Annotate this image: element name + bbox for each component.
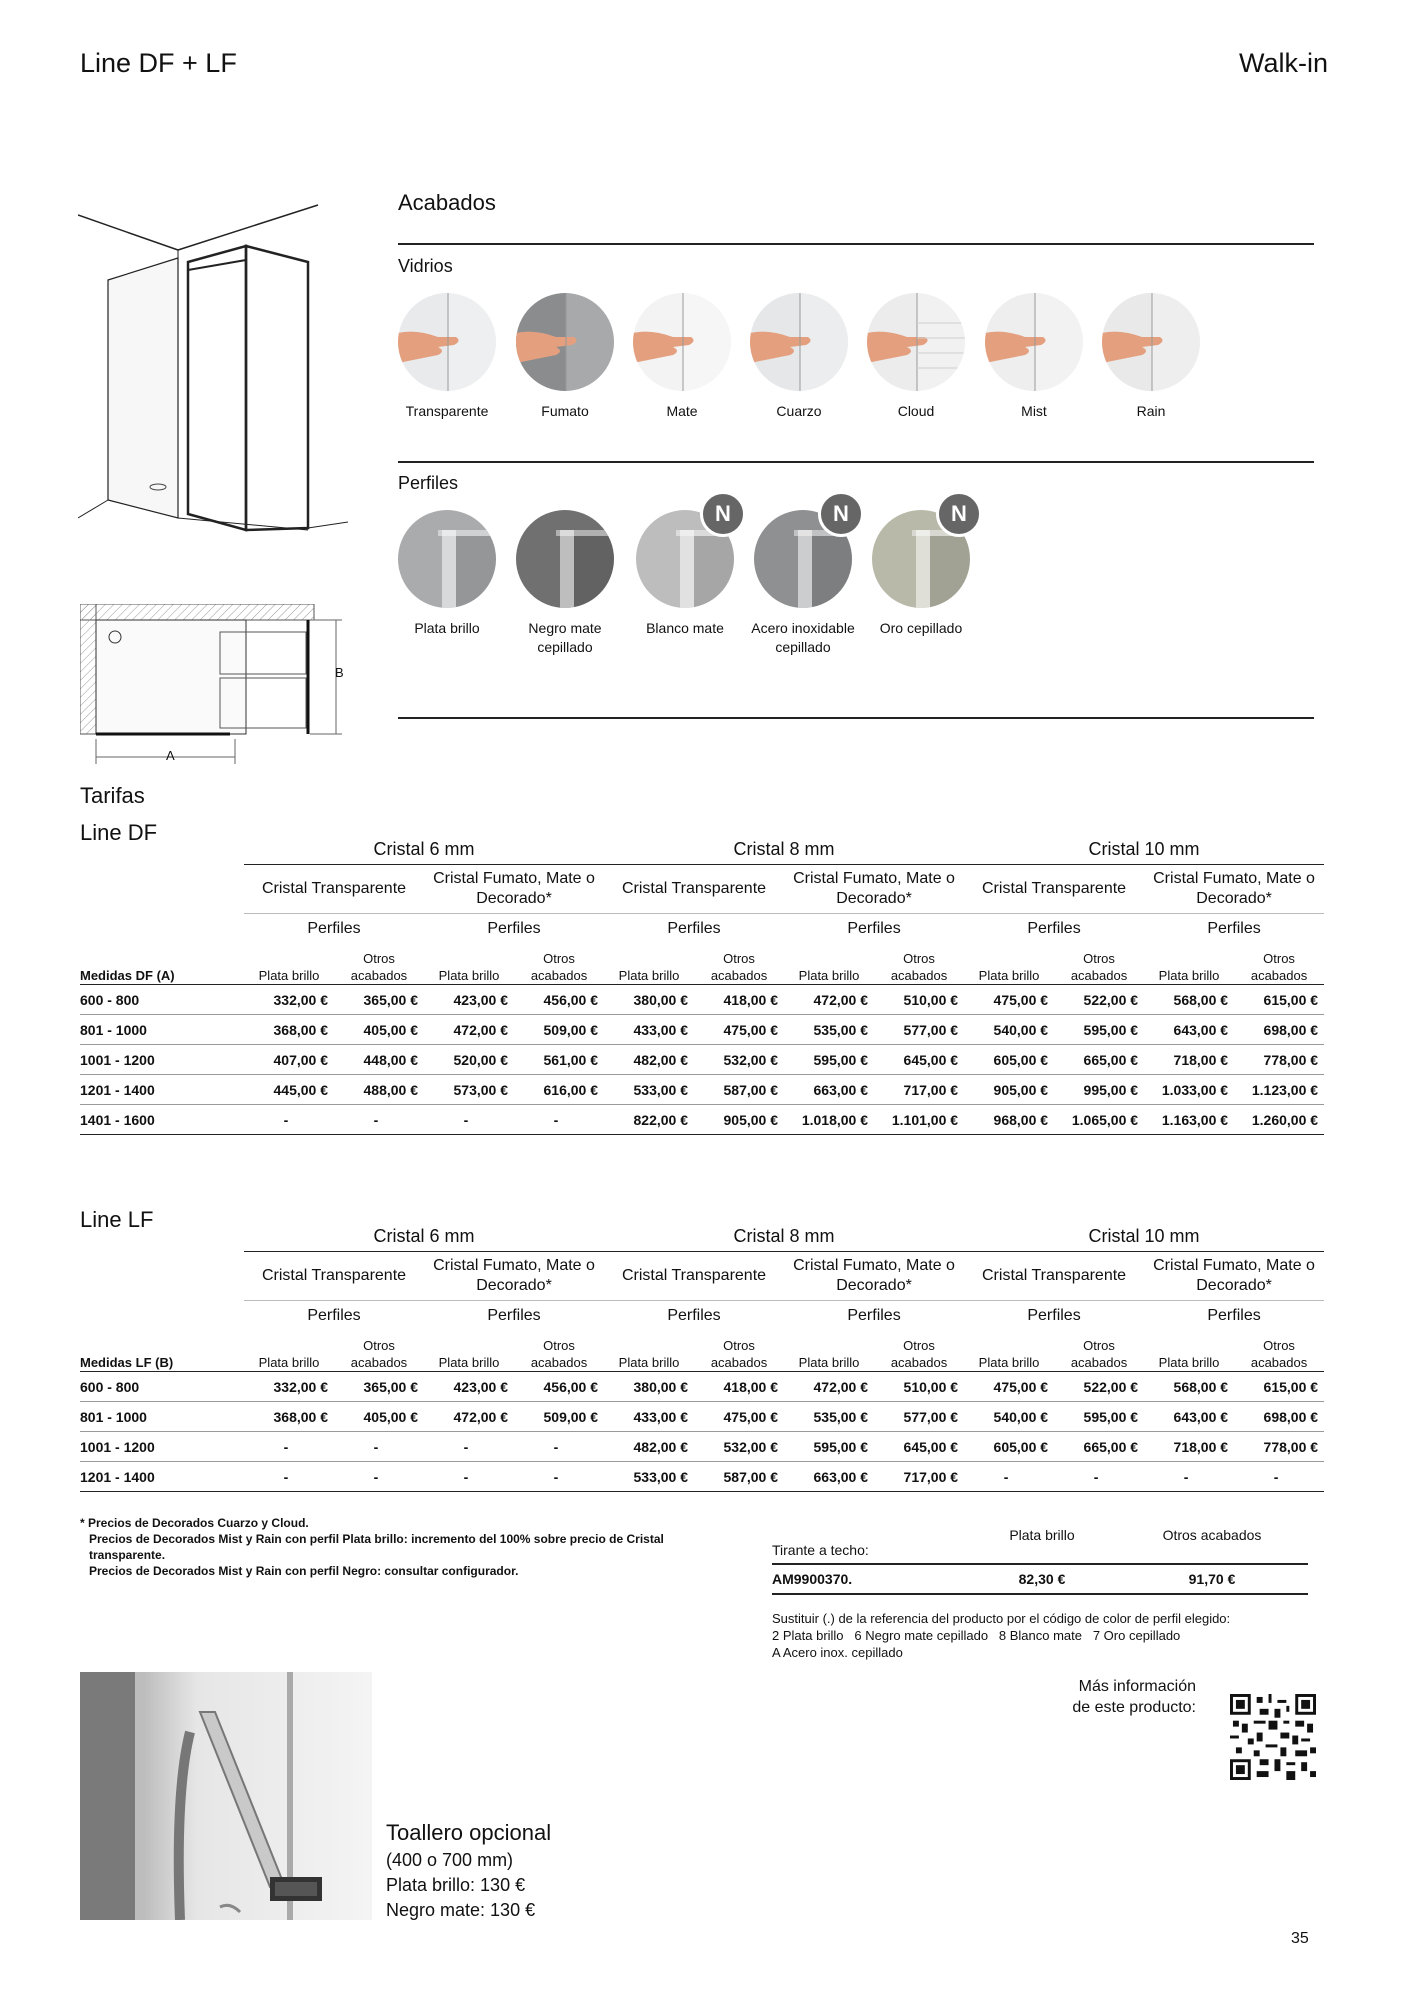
price-cell: 605,00 € xyxy=(964,1045,1054,1075)
towel-price-negro: Negro mate: 130 € xyxy=(386,1900,536,1920)
price-cell: 595,00 € xyxy=(1054,1015,1144,1045)
price-cell: 665,00 € xyxy=(1054,1045,1144,1075)
price-cell: 482,00 € xyxy=(604,1432,694,1462)
divider xyxy=(398,461,1314,463)
price-cell: - xyxy=(424,1105,514,1135)
finish-header: Otros acabados xyxy=(1054,944,1144,985)
divider xyxy=(398,717,1314,719)
table-row xyxy=(80,1015,1324,1045)
glass-swatch-fumato xyxy=(516,293,614,391)
price-cell: 1.123,00 € xyxy=(1234,1075,1324,1105)
glass-swatch-cuarzo xyxy=(750,293,848,391)
price-cell: 643,00 € xyxy=(1144,1402,1234,1432)
table-row xyxy=(80,1075,1324,1105)
tirante-price-plata: 82,30 € xyxy=(1018,1571,1066,1587)
profile-swatch-label: Oro cepillado xyxy=(879,620,963,636)
glass-swatch-label: Mate xyxy=(666,403,698,419)
dimension-a-label: A xyxy=(166,748,175,763)
price-cell: 645,00 € xyxy=(874,1045,964,1075)
glass-swatch-label: Rain xyxy=(1136,403,1166,419)
color-code-line-1: Sustituir (.) de la referencia del producto por el código de color de perfil elegido: xyxy=(772,1611,1231,1626)
price-cell: 418,00 € xyxy=(694,1372,784,1402)
price-cell: 1.101,00 € xyxy=(874,1105,964,1135)
table-row xyxy=(80,1402,1324,1432)
price-cell: 717,00 € xyxy=(874,1462,964,1492)
price-cell: 433,00 € xyxy=(604,1402,694,1432)
section-title: Walk-in xyxy=(1238,48,1328,78)
price-cell: 595,00 € xyxy=(784,1432,874,1462)
profile-swatch-2 xyxy=(516,510,614,608)
price-cell: 488,00 € xyxy=(334,1075,424,1105)
towel-price-plata: Plata brillo: 130 € xyxy=(386,1875,526,1895)
finish-header: Plata brillo xyxy=(1144,944,1234,985)
color-code-note xyxy=(772,1610,1230,1661)
price-cell: 577,00 € xyxy=(874,1402,964,1432)
group-header: Cristal 10 mm xyxy=(964,834,1324,865)
glass-swatch-rain xyxy=(1102,293,1200,391)
finish-header: Otros acabados xyxy=(334,1331,424,1372)
divider xyxy=(772,1563,1308,1565)
price-cell: 405,00 € xyxy=(334,1015,424,1045)
price-cell: 418,00 € xyxy=(694,985,784,1015)
towel-title: Toallero opcional xyxy=(386,1820,552,1845)
price-cell: 380,00 € xyxy=(604,985,694,1015)
glass-swatch-mist xyxy=(985,293,1083,391)
price-cell: - xyxy=(244,1105,334,1135)
finish-header: Otros acabados xyxy=(514,1331,604,1372)
page-title: Line DF + LF xyxy=(80,48,237,78)
price-cell: 595,00 € xyxy=(1054,1402,1144,1432)
measure-header: Medidas LF (B) xyxy=(80,1331,244,1372)
finish-header: Plata brillo xyxy=(964,944,1054,985)
price-cell: - xyxy=(334,1105,424,1135)
profiles-header: Perfiles xyxy=(487,920,541,937)
price-cell: 778,00 € xyxy=(1234,1432,1324,1462)
profiles-header: Perfiles xyxy=(847,920,901,937)
price-cell: - xyxy=(514,1432,604,1462)
glass-swatch-transparente xyxy=(398,293,496,391)
towel-bar-photo xyxy=(80,1672,372,1920)
profiles-header: Perfiles xyxy=(307,1307,361,1324)
finish-header: Otros acabados xyxy=(514,944,604,985)
color-code-line-3: A Acero inox. cepillado xyxy=(772,1645,903,1660)
price-cell: 995,00 € xyxy=(1054,1075,1144,1105)
price-cell: 822,00 € xyxy=(604,1105,694,1135)
finish-header: Plata brillo xyxy=(424,944,514,985)
glass-type-header: Cristal Transparente xyxy=(964,865,1144,914)
price-cell: 1.033,00 € xyxy=(1144,1075,1234,1105)
finish-header: Plata brillo xyxy=(784,1331,874,1372)
glass-title: Vidrios xyxy=(398,256,453,276)
price-cell: 532,00 € xyxy=(694,1045,784,1075)
measure-cell: 1201 - 1400 xyxy=(80,1462,244,1492)
finish-header: Plata brillo xyxy=(244,944,334,985)
finish-header: Plata brillo xyxy=(964,1331,1054,1372)
price-cell: 533,00 € xyxy=(604,1462,694,1492)
price-cell: 482,00 € xyxy=(604,1045,694,1075)
glass-type-header: Cristal Transparente xyxy=(964,1252,1144,1301)
price-cell: 587,00 € xyxy=(694,1462,784,1492)
price-cell: 532,00 € xyxy=(694,1432,784,1462)
price-cell: 522,00 € xyxy=(1054,985,1144,1015)
price-cell: 615,00 € xyxy=(1234,985,1324,1015)
price-cell: 475,00 € xyxy=(964,1372,1054,1402)
table-row xyxy=(80,1462,1324,1492)
price-cell: 616,00 € xyxy=(514,1075,604,1105)
price-cell: 568,00 € xyxy=(1144,985,1234,1015)
profiles-header: Perfiles xyxy=(1027,920,1081,937)
measure-cell: 1201 - 1400 xyxy=(80,1075,244,1105)
finish-header: Plata brillo xyxy=(604,1331,694,1372)
price-cell: 509,00 € xyxy=(514,1402,604,1432)
profile-swatch-label: Blanco mate xyxy=(646,620,724,636)
glass-type-header: Cristal Transparente xyxy=(244,865,424,914)
price-cell: 475,00 € xyxy=(694,1015,784,1045)
price-cell: - xyxy=(334,1432,424,1462)
table-row xyxy=(80,1432,1324,1462)
price-cell: 718,00 € xyxy=(1144,1045,1234,1075)
glass-swatch-label: Mist xyxy=(1021,403,1047,419)
profiles-header: Perfiles xyxy=(1207,920,1261,937)
group-header: Cristal 8 mm xyxy=(604,834,964,865)
price-cell: 561,00 € xyxy=(514,1045,604,1075)
finish-header: Plata brillo xyxy=(1144,1331,1234,1372)
glass-type-header: Cristal Fumato, Mate o Decorado* xyxy=(424,1252,604,1301)
more-info-line-1: Más información xyxy=(1078,1678,1196,1695)
glass-type-header: Cristal Fumato, Mate o Decorado* xyxy=(424,865,604,914)
table-row xyxy=(80,1372,1324,1402)
price-cell: 407,00 € xyxy=(244,1045,334,1075)
price-cell: 365,00 € xyxy=(334,985,424,1015)
measure-header: Medidas DF (A) xyxy=(80,944,244,985)
tirante-price-otros: 91,70 € xyxy=(1188,1571,1236,1587)
price-cell: - xyxy=(1144,1462,1234,1492)
price-cell: - xyxy=(514,1105,604,1135)
towel-size: (400 o 700 mm) xyxy=(386,1850,514,1870)
price-cell: 368,00 € xyxy=(244,1015,334,1045)
profiles-header: Perfiles xyxy=(847,1307,901,1324)
price-cell: 698,00 € xyxy=(1234,1402,1324,1432)
shower-perspective-drawing xyxy=(78,200,356,545)
price-table-lf xyxy=(80,1221,1324,1492)
profiles-header: Perfiles xyxy=(307,920,361,937)
price-cell: 1.260,00 € xyxy=(1234,1105,1324,1135)
glass-type-header: Cristal Transparente xyxy=(244,1252,424,1301)
page-number: 35 xyxy=(1291,1930,1309,1947)
price-cell: 605,00 € xyxy=(964,1432,1054,1462)
profiles-header: Perfiles xyxy=(487,1307,541,1324)
price-cell: 445,00 € xyxy=(244,1075,334,1105)
profiles-title: Perfiles xyxy=(398,473,459,493)
price-cell: 510,00 € xyxy=(874,1372,964,1402)
price-cell: 423,00 € xyxy=(424,1372,514,1402)
profile-swatch-label: Negro mate cepillado xyxy=(528,620,602,655)
profile-swatch-1 xyxy=(398,510,496,608)
profile-swatch-label: Acero inoxidable cepillado xyxy=(751,620,855,655)
tirante-label: Tirante a techo: xyxy=(772,1542,869,1558)
price-cell: - xyxy=(424,1432,514,1462)
price-cell: 615,00 € xyxy=(1234,1372,1324,1402)
price-cell: 905,00 € xyxy=(694,1105,784,1135)
price-cell: 1.163,00 € xyxy=(1144,1105,1234,1135)
price-cell: - xyxy=(244,1432,334,1462)
finish-header: Plata brillo xyxy=(604,944,694,985)
glass-swatch-label: Cloud xyxy=(897,403,935,419)
price-cell: 332,00 € xyxy=(244,1372,334,1402)
finish-header: Otros acabados xyxy=(874,944,964,985)
footnote-1: * Precios de Decorados Cuarzo y Cloud. xyxy=(80,1516,309,1530)
price-cell: 968,00 € xyxy=(964,1105,1054,1135)
price-cell: 472,00 € xyxy=(424,1402,514,1432)
price-cell: 475,00 € xyxy=(964,985,1054,1015)
new-badge: N xyxy=(700,491,746,537)
measure-cell: 600 - 800 xyxy=(80,985,244,1015)
finish-header: Plata brillo xyxy=(784,944,874,985)
color-code-line-2: 2 Plata brillo 6 Negro mate cepillado 8 Blanco mate 7 Oro cepillado xyxy=(772,1628,1181,1643)
price-cell: 472,00 € xyxy=(424,1015,514,1045)
price-cell: 448,00 € xyxy=(334,1045,424,1075)
new-badge: N xyxy=(936,491,982,537)
footnote-2: Precios de Decorados Mist y Rain con perfil Plata brillo: incremento del 100% sobre precio de Cristal transparente. xyxy=(89,1532,664,1562)
glass-swatch-cloud xyxy=(867,293,965,391)
line-df-title: Line DF xyxy=(80,820,158,845)
glass-swatch-label: Transparente xyxy=(405,403,489,419)
finish-header: Otros acabados xyxy=(694,1331,784,1372)
price-cell: - xyxy=(334,1462,424,1492)
price-cell: 520,00 € xyxy=(424,1045,514,1075)
divider xyxy=(772,1593,1308,1595)
price-cell: 643,00 € xyxy=(1144,1015,1234,1045)
glass-swatch-label: Fumato xyxy=(541,403,589,419)
price-cell: - xyxy=(1054,1462,1144,1492)
price-cell: 778,00 € xyxy=(1234,1045,1324,1075)
divider xyxy=(398,243,1314,245)
table-row xyxy=(80,985,1324,1015)
footnote-3: Precios de Decorados Mist y Rain con perfil Negro: consultar configurador. xyxy=(89,1564,519,1578)
price-cell: 587,00 € xyxy=(694,1075,784,1105)
price-cell: 540,00 € xyxy=(964,1015,1054,1045)
price-cell: 380,00 € xyxy=(604,1372,694,1402)
tarifas-title: Tarifas xyxy=(80,783,145,808)
price-cell: 332,00 € xyxy=(244,985,334,1015)
price-table-df xyxy=(80,834,1324,1135)
price-cell: - xyxy=(424,1462,514,1492)
tirante-col-otros: Otros acabados xyxy=(1162,1527,1262,1543)
measure-cell: 1001 - 1200 xyxy=(80,1045,244,1075)
glass-type-header: Cristal Transparente xyxy=(604,1252,784,1301)
glass-swatch-label: Cuarzo xyxy=(776,403,822,419)
group-header: Cristal 10 mm xyxy=(964,1221,1324,1252)
dimension-b-label: B xyxy=(335,665,344,680)
more-info xyxy=(1040,1676,1196,1718)
profiles-header: Perfiles xyxy=(1027,1307,1081,1324)
price-cell: 573,00 € xyxy=(424,1075,514,1105)
price-cell: 535,00 € xyxy=(784,1015,874,1045)
finish-header: Otros acabados xyxy=(1054,1331,1144,1372)
price-cell: - xyxy=(514,1462,604,1492)
price-cell: 905,00 € xyxy=(964,1075,1054,1105)
table-row xyxy=(80,1105,1324,1135)
price-cell: 472,00 € xyxy=(784,985,874,1015)
price-cell: 405,00 € xyxy=(334,1402,424,1432)
price-cell: - xyxy=(1234,1462,1324,1492)
glass-swatch-mate xyxy=(633,293,731,391)
price-cell: 698,00 € xyxy=(1234,1015,1324,1045)
price-cell: 665,00 € xyxy=(1054,1432,1144,1462)
price-cell: 456,00 € xyxy=(514,1372,604,1402)
measure-cell: 801 - 1000 xyxy=(80,1402,244,1432)
finish-header: Otros acabados xyxy=(694,944,784,985)
price-cell: 365,00 € xyxy=(334,1372,424,1402)
price-cell: 663,00 € xyxy=(784,1462,874,1492)
price-cell: 456,00 € xyxy=(514,985,604,1015)
measure-cell: 600 - 800 xyxy=(80,1372,244,1402)
price-cell: 433,00 € xyxy=(604,1015,694,1045)
more-info-line-2: de este producto: xyxy=(1072,1699,1196,1716)
finish-header: Plata brillo xyxy=(424,1331,514,1372)
group-header: Cristal 6 mm xyxy=(244,1221,604,1252)
price-cell: 533,00 € xyxy=(604,1075,694,1105)
new-badge: N xyxy=(818,491,864,537)
table-row xyxy=(80,1045,1324,1075)
group-header: Cristal 8 mm xyxy=(604,1221,964,1252)
measure-cell: 1001 - 1200 xyxy=(80,1432,244,1462)
price-cell: 540,00 € xyxy=(964,1402,1054,1432)
price-cell: 645,00 € xyxy=(874,1432,964,1462)
tirante-col-plata: Plata brillo xyxy=(1009,1527,1075,1543)
price-cell: - xyxy=(244,1462,334,1492)
glass-type-header: Cristal Fumato, Mate o Decorado* xyxy=(1144,865,1324,914)
floor-plan-drawing xyxy=(80,604,350,769)
price-cell: 663,00 € xyxy=(784,1075,874,1105)
profiles-header: Perfiles xyxy=(667,920,721,937)
finish-header: Otros acabados xyxy=(874,1331,964,1372)
glass-type-header: Cristal Fumato, Mate o Decorado* xyxy=(784,865,964,914)
group-header: Cristal 6 mm xyxy=(244,834,604,865)
tirante-ref: AM9900370. xyxy=(772,1571,853,1587)
measure-cell: 1401 - 1600 xyxy=(80,1105,244,1135)
finish-header: Otros acabados xyxy=(1234,944,1324,985)
price-cell: 510,00 € xyxy=(874,985,964,1015)
price-cell: 522,00 € xyxy=(1054,1372,1144,1402)
glass-type-header: Cristal Fumato, Mate o Decorado* xyxy=(784,1252,964,1301)
finish-header: Plata brillo xyxy=(244,1331,334,1372)
glass-type-header: Cristal Fumato, Mate o Decorado* xyxy=(1144,1252,1324,1301)
glass-type-header: Cristal Transparente xyxy=(604,865,784,914)
measure-cell: 801 - 1000 xyxy=(80,1015,244,1045)
profile-swatch-label: Plata brillo xyxy=(414,620,480,636)
profiles-header: Perfiles xyxy=(667,1307,721,1324)
finish-header: Otros acabados xyxy=(1234,1331,1324,1372)
price-cell: 595,00 € xyxy=(784,1045,874,1075)
price-cell: 423,00 € xyxy=(424,985,514,1015)
price-cell: 577,00 € xyxy=(874,1015,964,1045)
qr-code-icon[interactable] xyxy=(1230,1694,1316,1780)
price-cell: 717,00 € xyxy=(874,1075,964,1105)
finishes-title: Acabados xyxy=(398,190,496,215)
finish-header: Otros acabados xyxy=(334,944,424,985)
price-cell: 509,00 € xyxy=(514,1015,604,1045)
price-cell: 718,00 € xyxy=(1144,1432,1234,1462)
price-cell: 535,00 € xyxy=(784,1402,874,1432)
price-cell: 1.018,00 € xyxy=(784,1105,874,1135)
price-cell: 568,00 € xyxy=(1144,1372,1234,1402)
price-cell: 472,00 € xyxy=(784,1372,874,1402)
price-cell: 1.065,00 € xyxy=(1054,1105,1144,1135)
line-lf-title: Line LF xyxy=(80,1207,154,1232)
price-cell: 475,00 € xyxy=(694,1402,784,1432)
price-cell: 368,00 € xyxy=(244,1402,334,1432)
price-cell: - xyxy=(964,1462,1054,1492)
profiles-header: Perfiles xyxy=(1207,1307,1261,1324)
